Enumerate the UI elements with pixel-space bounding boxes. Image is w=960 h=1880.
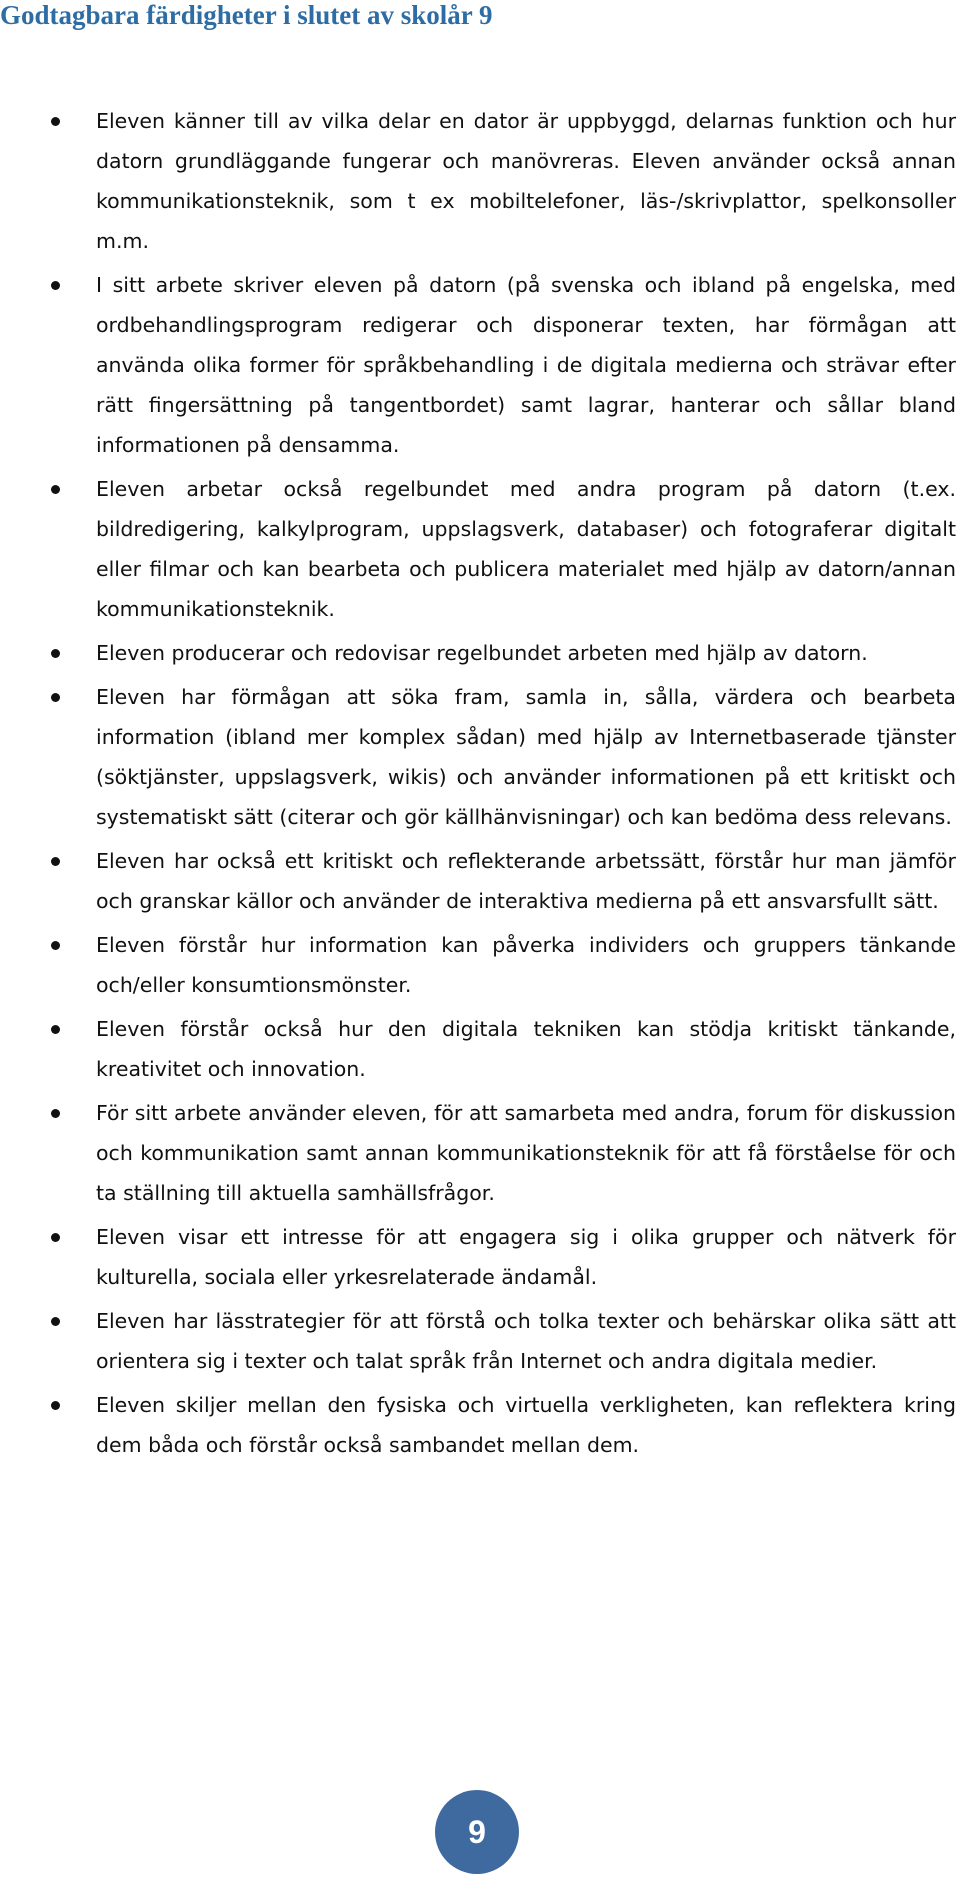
list-item-text: Eleven visar ett intresse för att engagera sig i olika grupper och nätverk för kulturella, sociala eller yrkesrelaterade ändamål. — [96, 1225, 956, 1289]
list-item-text: Eleven förstår hur information kan påverka individers och gruppers tänkande och/eller konsumtionsmönster. — [96, 933, 956, 997]
bullet-dot-icon — [51, 649, 60, 658]
bullet-dot-icon — [51, 693, 60, 702]
list-item — [48, 101, 956, 261]
list-item — [48, 677, 956, 837]
list-item-text: Eleven arbetar också regelbundet med andra program på datorn (t.ex. bildredigering, kalkylprogram, uppslagsverk, databaser) och fotograferar digitalt eller filmar och kan bearbeta och publicera materialet med hjälp av datorn/annan kommunikationsteknik. — [96, 477, 956, 621]
bullet-dot-icon — [51, 1401, 60, 1410]
bullet-list — [48, 101, 956, 1469]
list-item-text: I sitt arbete skriver eleven på datorn (på svenska och ibland på engelska, med ordbehandlingsprogram redigerar och disponerar texten, har förmågan att använda olika former för språkbehandling i de digitala medierna och strävar efter rätt fingersättning på tangentbordet) samt lagrar, hanterar och sållar bland informationen på densamma. — [96, 273, 956, 457]
list-item — [48, 265, 956, 465]
list-item-text: Eleven har också ett kritiskt och reflekterande arbetssätt, förstår hur man jämför och granskar källor och använder de interaktiva medierna på ett ansvarsfullt sätt. — [96, 849, 956, 913]
list-item — [48, 1217, 956, 1297]
list-item — [48, 841, 956, 921]
list-item-text: Eleven känner till av vilka delar en dator är uppbyggd, delarnas funktion och hur datorn grundläggande fungerar och manövreras. Eleven använder också annan kommunikationsteknik, som t ex mobiltelefoner, läs-/skrivplattor, spelkonsoller m.m. — [96, 109, 956, 253]
list-item — [48, 1093, 956, 1213]
bullet-dot-icon — [51, 1233, 60, 1242]
list-item-text: Eleven skiljer mellan den fysiska och virtuella verkligheten, kan reflektera kring dem båda och förstår också sambandet mellan dem. — [96, 1393, 956, 1457]
page-title: Godtagbara färdigheter i slutet av skolår 9 — [0, 0, 493, 30]
bullet-dot-icon — [51, 117, 60, 126]
list-item — [48, 925, 956, 1005]
bullet-dot-icon — [51, 857, 60, 866]
list-item-text: Eleven förstår också hur den digitala tekniken kan stödja kritiskt tänkande, kreativitet och innovation. — [96, 1017, 956, 1081]
page-number-badge: 9 — [435, 1790, 519, 1874]
list-item — [48, 469, 956, 629]
list-item — [48, 633, 956, 673]
bullet-dot-icon — [51, 1025, 60, 1034]
list-item-text: Eleven har lässtrategier för att förstå och tolka texter och behärskar olika sätt att orientera sig i texter och talat språk från Internet och andra digitala medier. — [96, 1309, 956, 1373]
list-item — [48, 1301, 956, 1381]
bullet-dot-icon — [51, 281, 60, 290]
bullet-dot-icon — [51, 485, 60, 494]
list-item-text: För sitt arbete använder eleven, för att samarbeta med andra, forum för diskussion och kommunikation samt annan kommunikationsteknik för att få förståelse för och ta ställning till aktuella samhällsfrågor. — [96, 1101, 956, 1205]
bullet-dot-icon — [51, 1317, 60, 1326]
list-item — [48, 1385, 956, 1465]
list-item — [48, 1009, 956, 1089]
list-item-text: Eleven producerar och redovisar regelbundet arbeten med hjälp av datorn. — [96, 641, 868, 665]
bullet-dot-icon — [51, 1109, 60, 1118]
list-item-text: Eleven har förmågan att söka fram, samla in, sålla, värdera och bearbeta information (ibland mer komplex sådan) med hjälp av Internetbaserade tjänster (söktjänster, uppslagsverk, wikis) och använder informationen på ett kritiskt och systematiskt sätt (citerar och gör källhänvisningar) och kan bedöma dess relevans. — [96, 685, 956, 829]
bullet-dot-icon — [51, 941, 60, 950]
